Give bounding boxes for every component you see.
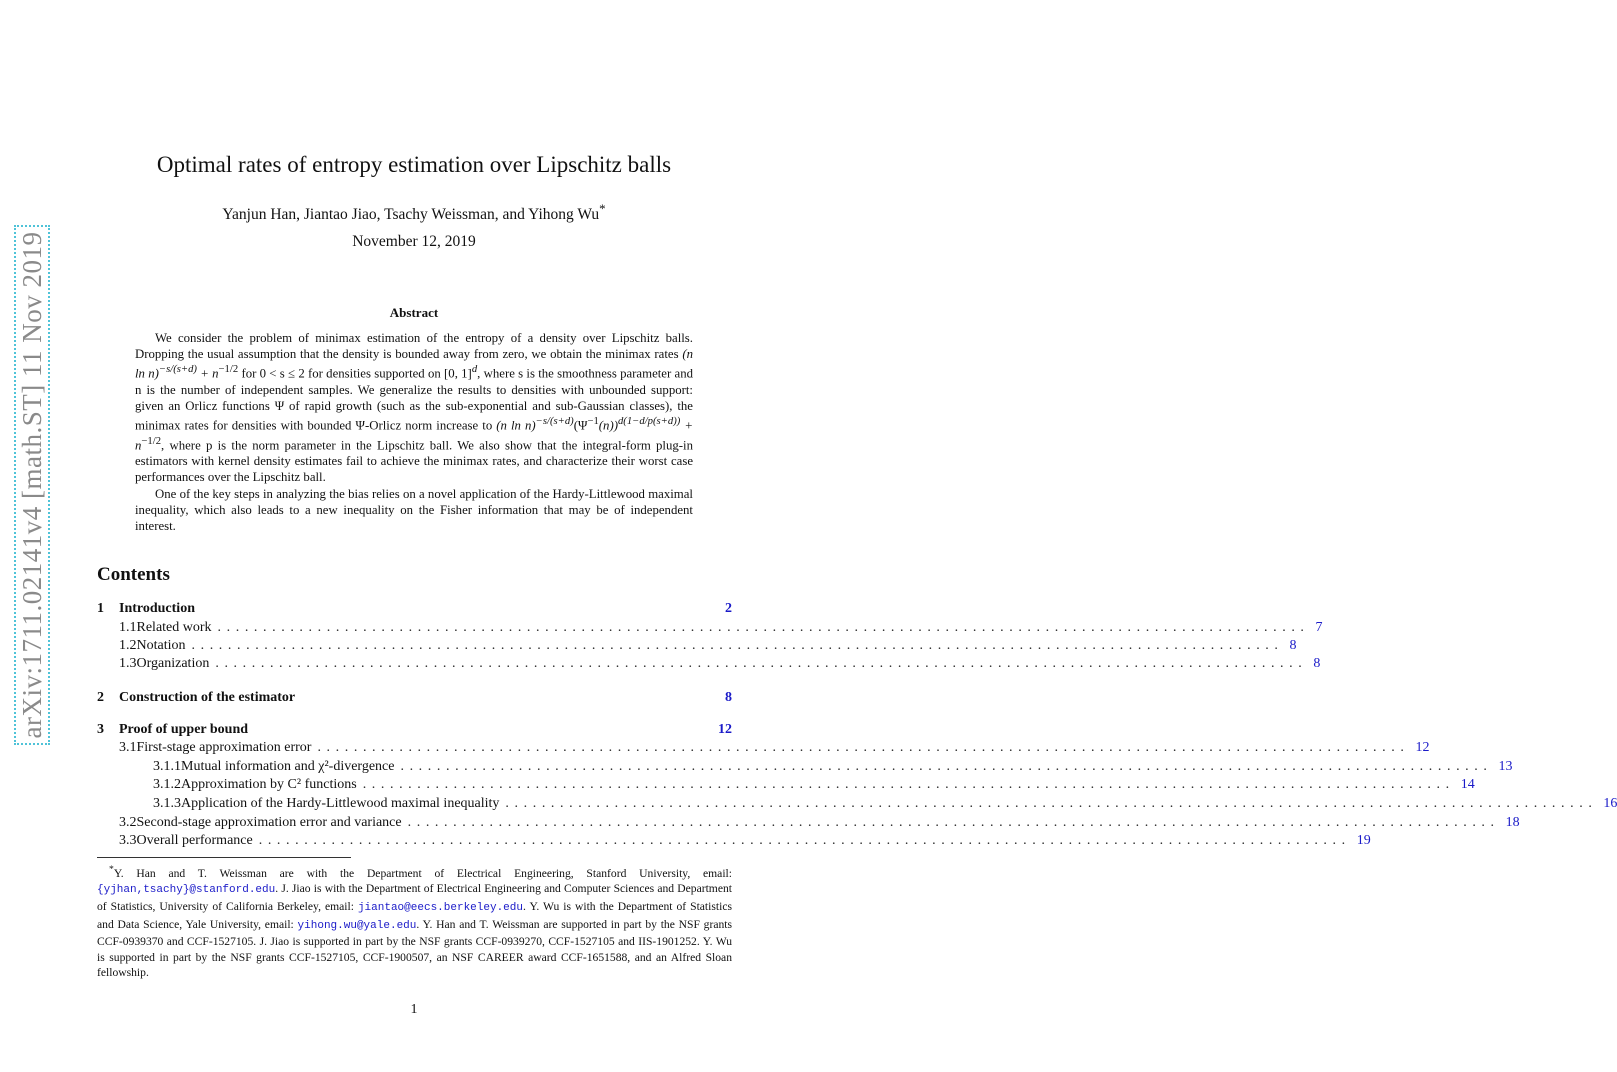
toc-entry-label[interactable]: Proof of upper bound	[119, 722, 249, 737]
toc-entry[interactable]	[97, 796, 1617, 814]
toc-entry-label[interactable]: Organization	[136, 656, 210, 671]
author-list	[0, 201, 828, 224]
author-footnote-mark: *	[599, 201, 606, 216]
toc-entry-label[interactable]: Construction of the estimator	[119, 690, 296, 705]
toc-leader-dots: ........................................................................................................................	[217, 620, 1310, 635]
toc-entry[interactable]	[97, 722, 732, 740]
toc-entry[interactable]	[97, 638, 1297, 656]
email-link-yale[interactable]: yihong.wu@yale.edu	[297, 919, 417, 932]
toc-entry-number: 3.1	[119, 740, 137, 755]
toc-entry-label[interactable]: First-stage approximation error	[136, 740, 312, 755]
toc-entry-number: 3	[97, 722, 104, 737]
toc-entry-number: 2	[97, 690, 104, 705]
toc-leader-dots: ........................................................................................................................	[317, 740, 1410, 755]
toc-entry-number: 1.1	[119, 620, 137, 635]
footnote-text: *Y. Han and T. Weissman are with the Department of Electrical Engineering, Stanford University, email: {yjhan,tsachy}@stanford.edu. J. Jiao is with the Department of Electrical Engineering and Computer Sciences and Department of Statistics, University of California Berkeley, email: jiantao@eecs.berkeley.edu. Y. Wu is with the Department of Statistics and Data Science, Yale University, email: yihong.wu@yale.edu. Y. Han and T. Weissman are supported in part by the NSF grants CCF-0939370 and CCF-1527105. J. Jiao is supported in part by the NSF grants CCF-0939270, CCF-1527105 and IIS-1901252. Y. Wu is supported in part by the NSF grants CCF-1527105, CCF-1900507, an NSF CAREER award CCF-1651588, and an Alfred Sloan fellowship.	[97, 864, 732, 980]
abstract-heading: Abstract	[389, 305, 439, 320]
paper-date: November 12, 2019	[352, 233, 476, 250]
toc-page-link[interactable]: 14	[1460, 777, 1475, 792]
toc-entry-label[interactable]: Application of the Hardy-Littlewood maximal inequality	[181, 796, 500, 811]
abstract-paragraph-1: We consider the problem of minimax estimation of the entropy of a density over Lipschitz balls. Dropping the usual assumption that the density is bounded away from zero, we obtain the minimax rates (n $\ln n)^{-s/(s+d)} + n^{-1/2}$ for 0 < s ≤ 2 for densities supported on [0, 1]$^d$, where s is the smoothness parameter and n is the number of independent samples. We generalize the results to densities with unbounded support: given an Orlicz functions Ψ of rapid growth (such as the sub-exponential and sub-Gaussian classes), the minimax rates for densities with bounded Ψ-Orlicz norm increase to (n $\ln n)^{-s/(s+d)}(\Psi^{-1}(n))^{d(1-d/p(s+d))} + n^{-1/2}$, where p is the norm parameter in the Lipschitz ball. We also show that the integral-form plug-in estimators with kernel density estimates fail to achieve the minimax rates, and characterize their worst case performances over the Lipschitz ball.	[135, 331, 693, 485]
toc-leader-dots: ........................................................................................................................	[215, 656, 1308, 671]
toc-entry-label[interactable]: Introduction	[119, 601, 195, 616]
toc-entry-label[interactable]: Second-stage approximation error and variance	[136, 815, 402, 830]
abstract-paragraph-2: One of the key steps in analyzing the bias relies on a novel application of the Hardy-Littlewood maximal inequality, which also leads to a new inequality on the Fisher information that may be of independent interest.	[135, 486, 693, 534]
toc-entry-label[interactable]: Approximation by C² functions	[181, 777, 357, 792]
toc-entry-number: 1.3	[119, 656, 137, 671]
toc-entry[interactable]	[97, 777, 1475, 795]
toc-page-link[interactable]: 19	[1356, 833, 1371, 848]
toc-entry-label[interactable]: Overall performance	[136, 833, 253, 848]
toc-entry[interactable]	[97, 815, 1520, 833]
toc-page-link[interactable]: 2	[725, 601, 732, 616]
toc-entry[interactable]	[97, 740, 1430, 758]
email-link-berkeley[interactable]: jiantao@eecs.berkeley.edu	[357, 902, 523, 915]
toc-entry[interactable]	[97, 833, 1371, 851]
toc-entry-number: 3.1.2	[153, 777, 181, 792]
email-link-stanford[interactable]: {yjhan,tsachy}@stanford.edu	[97, 884, 276, 897]
toc-page-link[interactable]: 8	[1289, 638, 1297, 653]
toc-page-link[interactable]: 16	[1603, 796, 1617, 811]
toc-page-link[interactable]: 18	[1505, 815, 1520, 830]
paper-title: Optimal rates of entropy estimation over Lipschitz balls	[156, 152, 672, 177]
toc-entry-number: 3.1.3	[153, 796, 181, 811]
toc-leader-dots: ........................................................................................................................	[362, 777, 1455, 792]
toc-page-link[interactable]: 12	[718, 722, 732, 737]
contents-heading: Contents	[97, 564, 170, 585]
toc-leader-dots: ........................................................................................................................	[191, 638, 1284, 653]
toc-entry[interactable]	[97, 759, 1513, 777]
authors-text: Yanjun Han, Jiantao Jiao, Tsachy Weissman, and Yihong Wu	[222, 206, 600, 224]
arxiv-stamp: arXiv:1711.02141v4 [math.ST] 11 Nov 2019	[14, 225, 50, 745]
toc-entry[interactable]	[97, 620, 1323, 638]
toc-page-link[interactable]: 8	[1313, 656, 1321, 671]
toc-page-link[interactable]: 13	[1498, 759, 1513, 774]
toc-page-link[interactable]: 7	[1315, 620, 1323, 635]
page-number: 1	[410, 1002, 418, 1017]
toc-entry-label[interactable]: Notation	[136, 638, 186, 653]
toc-entry[interactable]	[97, 690, 732, 708]
toc-page-link[interactable]: 8	[725, 690, 732, 705]
toc-leader-dots: ........................................................................................................................	[505, 796, 1598, 811]
toc-page-link[interactable]: 12	[1415, 740, 1430, 755]
toc-entry-label[interactable]: Mutual information and χ²-divergence	[181, 759, 395, 774]
toc-entry[interactable]	[97, 656, 1321, 674]
toc-leader-dots: ........................................................................................................................	[258, 833, 1351, 848]
toc-entry-number: 1.2	[119, 638, 137, 653]
toc-leader-dots: ........................................................................................................................	[400, 759, 1493, 774]
footnote	[97, 862, 732, 981]
toc-entry[interactable]	[97, 601, 732, 619]
footnote-rule	[97, 857, 351, 858]
toc-entry-label[interactable]: Related work	[136, 620, 212, 635]
toc-leader-dots: ........................................................................................................................	[407, 815, 1500, 830]
toc-entry-number: 3.3	[119, 833, 137, 848]
toc-entry-number: 1	[97, 601, 104, 616]
toc-entry-number: 3.2	[119, 815, 137, 830]
toc-entry-number: 3.1.1	[153, 759, 181, 774]
abstract-body	[135, 330, 693, 534]
